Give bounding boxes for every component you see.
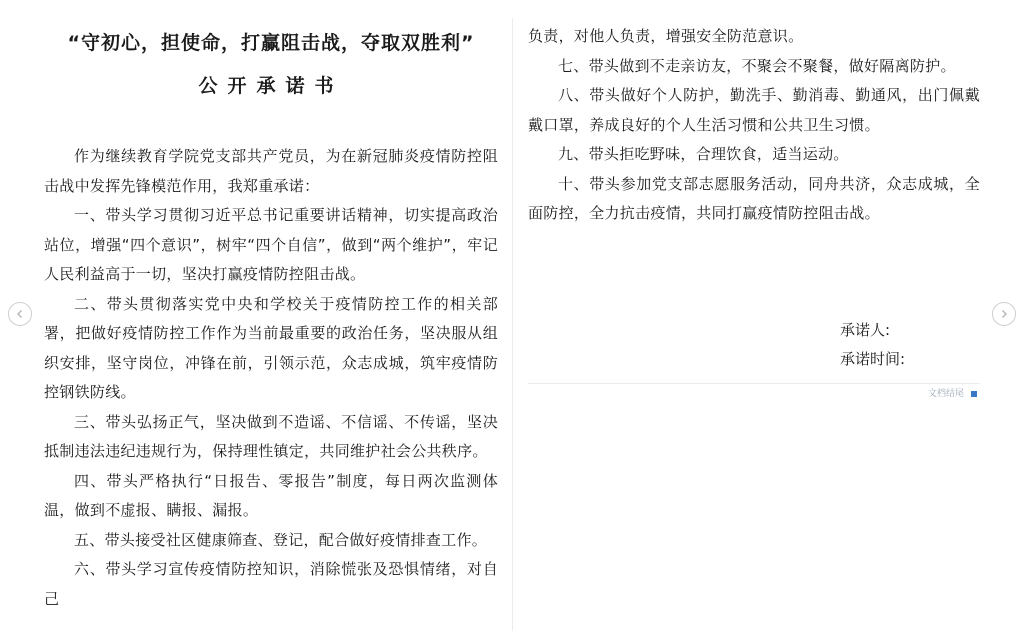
paragraph-item-8: 八、带头做好个人防护，勤洗手、勤消毒、勤通风，出门佩戴戴口罩，养成良好的个人生活习惯和公共卫生习惯。 — [528, 86, 980, 134]
paragraph-item-9: 九、带头拒吃野味，合理饮食，适当运动。 — [558, 145, 849, 163]
chevron-right-icon — [999, 309, 1009, 319]
paragraph-item-2: 二、带头贯彻落实党中央和学校关于疫情防控工作的相关部署，把做好疫情防控工作作为当前最重要的政治任务，坚决服从组织安排，坚守岗位，冲锋在前，引领示范，众志成城，筑牢疫情防控钢铁防线。 — [44, 294, 498, 401]
paragraph-item-6-continued: 负责，对他人负责，增强安全防范意识。 — [528, 27, 804, 45]
page-divider — [512, 18, 513, 631]
paragraph-item-3: 三、带头弘扬正气，坚决做到不造谣、不信谣、不传谣，坚决抵制违法违纪违规行为，保持理性镇定，共同维护社会公共秩序。 — [44, 412, 498, 460]
paragraph-item-7: 七、带头做到不走亲访友，不聚会不聚餐，做好隔离防护。 — [558, 56, 956, 75]
paragraph-item-5: 五、带头接受社区健康筛查、登记，配合做好疫情排查工作。 — [74, 530, 488, 549]
signature-block — [528, 316, 980, 374]
prev-page-button[interactable] — [8, 302, 32, 326]
next-page-button[interactable] — [992, 302, 1016, 326]
document-end-marker — [928, 388, 977, 400]
paragraph-item-10: 十、带头参加党支部志愿服务活动，同舟共济，众志成城，全面防控，全力抗击疫情，共同打赢疫情防控阻击战。 — [528, 174, 980, 222]
document-page-left — [44, 22, 498, 614]
document-page-right — [528, 22, 980, 374]
paragraph-intro: 作为继续教育学院党支部共产党员，为在新冠肺炎疫情防控阻击战中发挥先锋模范作用，我郑重承诺： — [44, 147, 498, 195]
end-square-icon — [971, 391, 977, 397]
paragraph-item-1: 一、带头学习贯彻习近平总书记重要讲话精神，切实提高政治站位，增强“四个意识”，树牢“四个自信”，做到“两个维护”，牢记人民利益高于一切，坚决打赢疫情防控阻击战。 — [44, 206, 498, 283]
document-end-label: 文档结尾 — [927, 389, 964, 399]
document-title: “守初心，担使命，打赢阻击战，夺取双胜利” — [67, 32, 475, 54]
paragraph-item-4: 四、带头严格执行“日报告、零报告”制度，每日两次监测体温，做到不虚报、瞒报、漏报。 — [44, 471, 498, 519]
document-subtitle: 公开承诺书 — [198, 75, 344, 97]
date-label: 承诺时间: — [840, 349, 906, 368]
document-end-rule — [528, 383, 980, 384]
paragraph-item-6: 六、带头学习宣传疫情防控知识，消除慌张及恐惧情绪，对自己 — [44, 560, 498, 608]
chevron-left-icon — [15, 309, 25, 319]
signer-label: 承诺人: — [840, 320, 891, 339]
